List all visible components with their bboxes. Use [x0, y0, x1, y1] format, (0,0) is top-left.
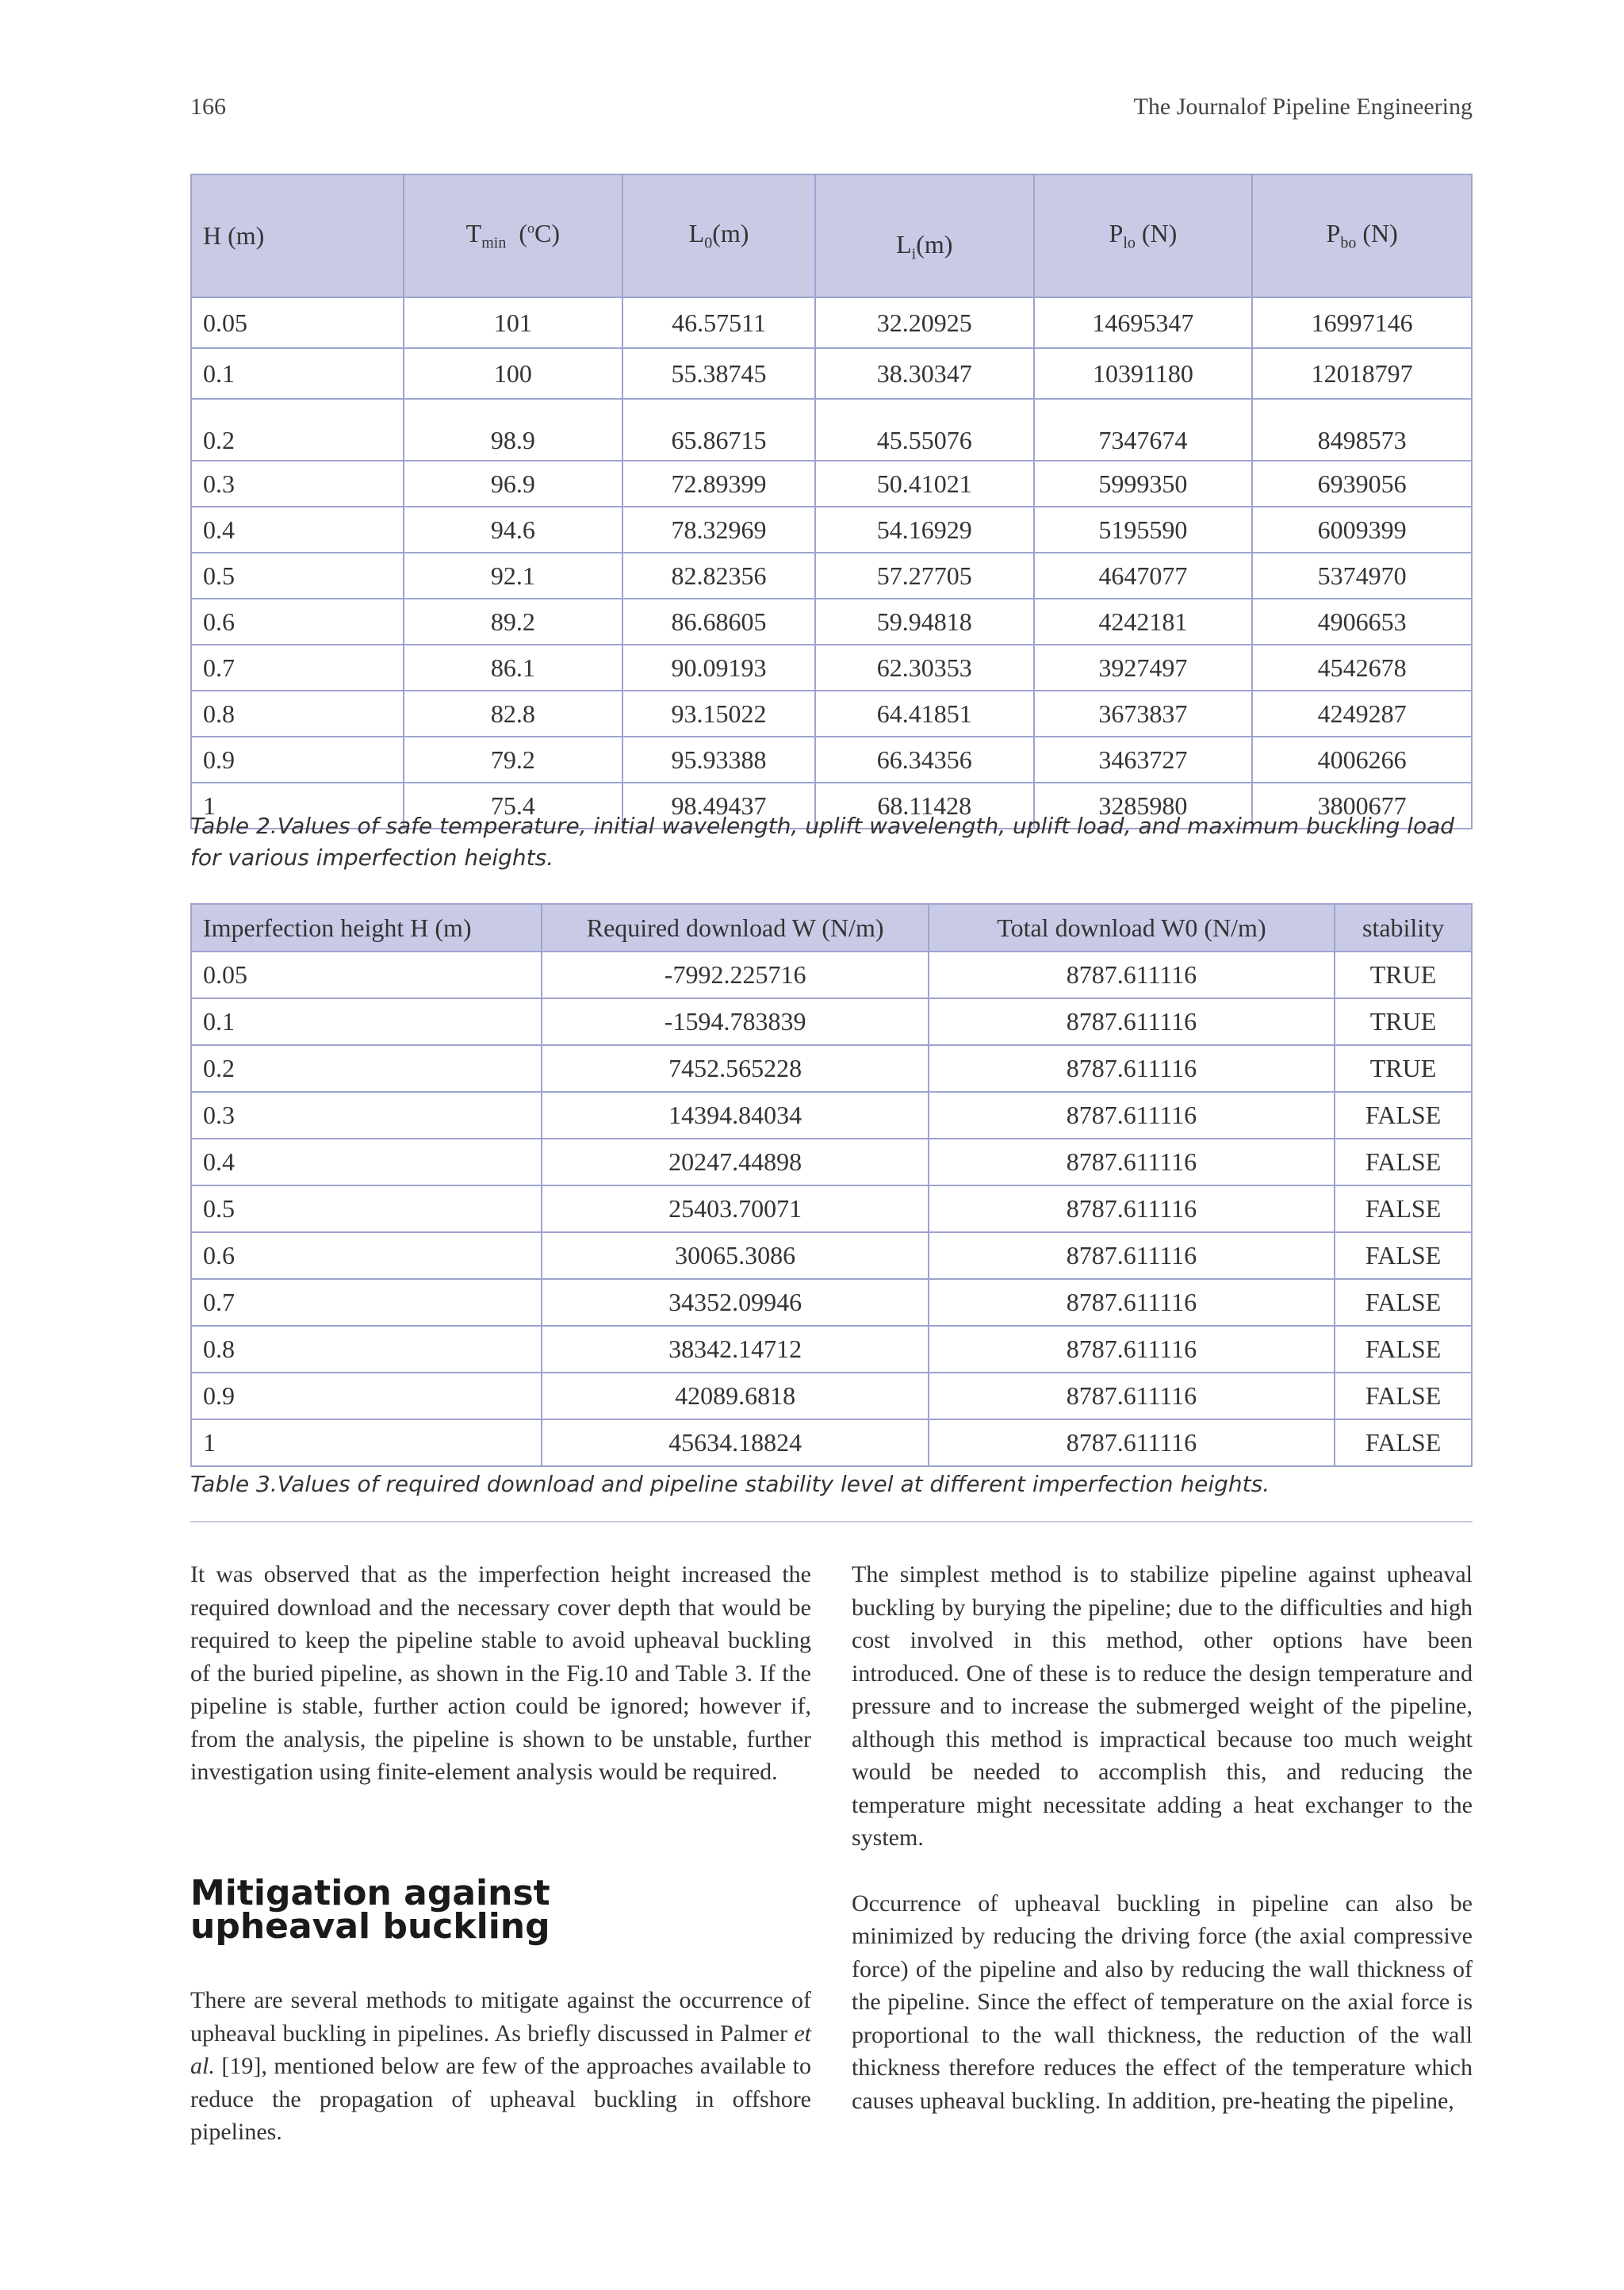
table-cell: 86.68605 — [622, 599, 815, 645]
table-row — [191, 1279, 1472, 1326]
table-cell: TRUE — [1335, 1045, 1472, 1092]
table-row — [191, 952, 1472, 998]
table-cell: 3673837 — [1034, 691, 1253, 737]
table-cell: 0.6 — [191, 599, 404, 645]
page-header — [190, 94, 1473, 133]
col-header-tmin: $T_{min}$ ($^o$C) — [404, 174, 623, 297]
table-row — [191, 1139, 1472, 1185]
table-cell: -1594.783839 — [542, 998, 928, 1045]
table-cell: 86.1 — [404, 645, 623, 691]
col-header-total-download: Total download W0 (N/m) — [929, 904, 1335, 952]
table-2 — [190, 174, 1473, 829]
table-cell: 0.2 — [191, 399, 404, 461]
table-cell: 8787.611116 — [929, 1373, 1335, 1419]
table-cell: 45634.18824 — [542, 1419, 928, 1466]
table-cell: 1 — [191, 783, 404, 829]
table-cell: FALSE — [1335, 1419, 1472, 1466]
table-cell: 62.30353 — [815, 645, 1034, 691]
table-cell: 4242181 — [1034, 599, 1253, 645]
table-cell: 14394.84034 — [542, 1092, 928, 1139]
table-cell: 89.2 — [404, 599, 623, 645]
table-cell: 0.1 — [191, 348, 404, 399]
table-cell: 8787.611116 — [929, 952, 1335, 998]
right-column — [852, 1558, 1473, 2117]
table-cell: FALSE — [1335, 1185, 1472, 1232]
table-cell: 72.89399 — [622, 461, 815, 507]
table-cell: TRUE — [1335, 998, 1472, 1045]
table-cell: 65.86715 — [622, 399, 815, 461]
table-cell: 0.9 — [191, 737, 404, 783]
col-header-pbo: $P_{bo}$ (N) — [1252, 174, 1472, 297]
paragraph: There are several methods to mitigate against the occurrence of upheaval buckling in pipelines. As briefly discussed in Palmer et al. [19], mentioned below are few of the approaches available to reduce the propagation of upheaval buckling in offshore pipelines. — [190, 1987, 811, 2145]
table-cell: 4647077 — [1034, 553, 1253, 599]
table-cell: 0.5 — [191, 1185, 542, 1232]
col-header-l0: $L_0(m)$ — [622, 174, 815, 297]
table-cell: 3927497 — [1034, 645, 1253, 691]
table-cell: 7452.565228 — [542, 1045, 928, 1092]
table-row — [191, 1373, 1472, 1419]
journal-title: The Journalof Pipeline Engineering — [1133, 94, 1473, 120]
table-cell: 0.7 — [191, 645, 404, 691]
table-cell: 4542678 — [1252, 645, 1472, 691]
table-cell: 4906653 — [1252, 599, 1472, 645]
table-cell: 8787.611116 — [929, 1092, 1335, 1139]
table-cell: 98.49437 — [622, 783, 815, 829]
table-cell: 3463727 — [1034, 737, 1253, 783]
table-cell: 8787.611116 — [929, 1232, 1335, 1279]
table-cell: 5999350 — [1034, 461, 1253, 507]
table-cell: 95.93388 — [622, 737, 815, 783]
table-cell: 0.05 — [191, 297, 404, 348]
table-cell: 38342.14712 — [542, 1326, 928, 1373]
table-2-caption: Table 2.Values of safe temperature, initial wavelength, uplift wavelength, uplift load, and maximum buckling load for various imperfection heights. — [190, 813, 1455, 871]
col-header-stability: stability — [1335, 904, 1472, 952]
table-row — [191, 1045, 1472, 1092]
table-cell: 0.8 — [191, 691, 404, 737]
table-row — [191, 1092, 1472, 1139]
table-cell: 1 — [191, 1419, 542, 1466]
table-row — [191, 1185, 1472, 1232]
paragraph: It was observed that as the imperfection height increased the required download and the necessary cover depth that would be required to keep the pipeline stable to avoid upheaval buckling of the buried pipeline, as shown in the Fig.10 and Table 3. If the pipeline is stable, further action could be ignored; however if, from the analysis, the pipeline is shown to be unstable, further investigation using finite-element analysis would be required. — [190, 1561, 811, 1785]
table-cell: 57.27705 — [815, 553, 1034, 599]
table-cell: 59.94818 — [815, 599, 1034, 645]
table-row — [191, 737, 1472, 783]
col-header-required-download: Required download W (N/m) — [542, 904, 928, 952]
table-cell: FALSE — [1335, 1326, 1472, 1373]
table-row — [191, 507, 1472, 553]
table-cell: 50.41021 — [815, 461, 1034, 507]
table-2-header-row — [191, 174, 1472, 297]
table-cell: 75.4 — [404, 783, 623, 829]
table-cell: 10391180 — [1034, 348, 1253, 399]
table-cell: 7347674 — [1034, 399, 1253, 461]
table-cell: 96.9 — [404, 461, 623, 507]
table-cell: 82.82356 — [622, 553, 815, 599]
table-cell: 34352.09946 — [542, 1279, 928, 1326]
table-cell: 8498573 — [1252, 399, 1472, 461]
table-row — [191, 645, 1472, 691]
table-cell: FALSE — [1335, 1232, 1472, 1279]
table-cell: 16997146 — [1252, 297, 1472, 348]
table-cell: 0.4 — [191, 1139, 542, 1185]
table-cell: 3800677 — [1252, 783, 1472, 829]
table-cell: 98.9 — [404, 399, 623, 461]
table-cell: 94.6 — [404, 507, 623, 553]
table-cell: 8787.611116 — [929, 1326, 1335, 1373]
col-header-plo: $P_{lo}$ (N) — [1034, 174, 1253, 297]
table-cell: 14695347 — [1034, 297, 1253, 348]
table-row — [191, 553, 1472, 599]
table-cell: 3285980 — [1034, 783, 1253, 829]
table-cell: 0.8 — [191, 1326, 542, 1373]
table-row — [191, 691, 1472, 737]
table-cell: 0.7 — [191, 1279, 542, 1326]
table-cell: 68.11428 — [815, 783, 1034, 829]
table-row — [191, 461, 1472, 507]
page-number: 166 — [190, 94, 226, 120]
table-cell: 5195590 — [1034, 507, 1253, 553]
table-cell: 0.1 — [191, 998, 542, 1045]
table-3-caption: Table 3.Values of required download and pipeline stability level at different imperfection heights. — [190, 1471, 1270, 1497]
left-column-paragraph-2 — [190, 1984, 811, 2149]
table-cell: 8787.611116 — [929, 1279, 1335, 1326]
table-cell: 100 — [404, 348, 623, 399]
table-cell: 20247.44898 — [542, 1139, 928, 1185]
col-header-h: H (m) — [191, 174, 404, 297]
table-cell: 0.2 — [191, 1045, 542, 1092]
left-column-paragraph-1 — [190, 1558, 811, 1789]
table-cell: 79.2 — [404, 737, 623, 783]
table-cell: 93.15022 — [622, 691, 815, 737]
table-cell: 46.57511 — [622, 297, 815, 348]
table-cell: 12018797 — [1252, 348, 1472, 399]
table-row — [191, 1326, 1472, 1373]
table-3-header-row — [191, 904, 1472, 952]
table-row — [191, 1232, 1472, 1279]
table-cell: 101 — [404, 297, 623, 348]
table-cell: 30065.3086 — [542, 1232, 928, 1279]
table-cell: 6939056 — [1252, 461, 1472, 507]
table-cell: 0.05 — [191, 952, 542, 998]
table-row — [191, 348, 1472, 399]
table-cell: FALSE — [1335, 1092, 1472, 1139]
table-cell: FALSE — [1335, 1279, 1472, 1326]
table-cell: 92.1 — [404, 553, 623, 599]
table-cell: 90.09193 — [622, 645, 815, 691]
table-cell: 32.20925 — [815, 297, 1034, 348]
table-cell: 8787.611116 — [929, 1045, 1335, 1092]
table-row — [191, 1419, 1472, 1466]
heading-line-1: Mitigation against — [190, 1873, 550, 1913]
heading-line-2: upheaval buckling — [190, 1906, 550, 1947]
table-cell: 6009399 — [1252, 507, 1472, 553]
table-cell: FALSE — [1335, 1373, 1472, 1419]
table-cell: 0.9 — [191, 1373, 542, 1419]
table-cell: 54.16929 — [815, 507, 1034, 553]
table-cell: 8787.611116 — [929, 998, 1335, 1045]
table-cell: 45.55076 — [815, 399, 1034, 461]
table-cell: 25403.70071 — [542, 1185, 928, 1232]
col-header-li: $L_i(m)$ — [815, 174, 1034, 297]
paragraph: Occurrence of upheaval buckling in pipeline can also be minimized by reducing the driving force (the axial compressive force) of the pipeline and also by reducing the wall thickness of the pipeline. Since the effect of temperature on the axial force is proportional to the wall thickness, the reduction of the wall thickness therefore reduces the effect of the temperature which causes upheaval buckling. In addition, pre-heating the pipeline, — [852, 1890, 1473, 2114]
table-cell: TRUE — [1335, 952, 1472, 998]
table-cell: 4006266 — [1252, 737, 1472, 783]
table-cell: 66.34356 — [815, 737, 1034, 783]
table-cell: 0.3 — [191, 461, 404, 507]
table-cell: 64.41851 — [815, 691, 1034, 737]
section-divider — [190, 1521, 1473, 1522]
table-row — [191, 399, 1472, 461]
table-row — [191, 998, 1472, 1045]
table-cell: 8787.611116 — [929, 1139, 1335, 1185]
table-cell: 4249287 — [1252, 691, 1472, 737]
table-cell: 8787.611116 — [929, 1419, 1335, 1466]
table-cell: 78.32969 — [622, 507, 815, 553]
table-cell: 42089.6818 — [542, 1373, 928, 1419]
table-cell: FALSE — [1335, 1139, 1472, 1185]
table-cell: 55.38745 — [622, 348, 815, 399]
table-cell: -7992.225716 — [542, 952, 928, 998]
col-header-imperfection-height: Imperfection height H (m) — [191, 904, 542, 952]
paragraph: The simplest method is to stabilize pipeline against upheaval buckling by burying the pipeline; due to the difficulties and high cost involved in this method, other options have been introduced. One of these is to reduce the design temperature and pressure and to increase the submerged weight of the pipeline, although this method is impractical because too much weight would be needed to accomplish this, and reducing the temperature might necessitate adding a heat exchanger to the system. — [852, 1561, 1473, 1851]
table-cell: 0.5 — [191, 553, 404, 599]
table-3 — [190, 903, 1473, 1467]
table-cell: 8787.611116 — [929, 1185, 1335, 1232]
table-cell: 82.8 — [404, 691, 623, 737]
table-cell: 0.4 — [191, 507, 404, 553]
section-heading — [190, 1873, 550, 1947]
table-row — [191, 297, 1472, 348]
table-row — [191, 599, 1472, 645]
table-cell: 38.30347 — [815, 348, 1034, 399]
table-cell: 5374970 — [1252, 553, 1472, 599]
table-cell: 0.6 — [191, 1232, 542, 1279]
table-cell: 0.3 — [191, 1092, 542, 1139]
